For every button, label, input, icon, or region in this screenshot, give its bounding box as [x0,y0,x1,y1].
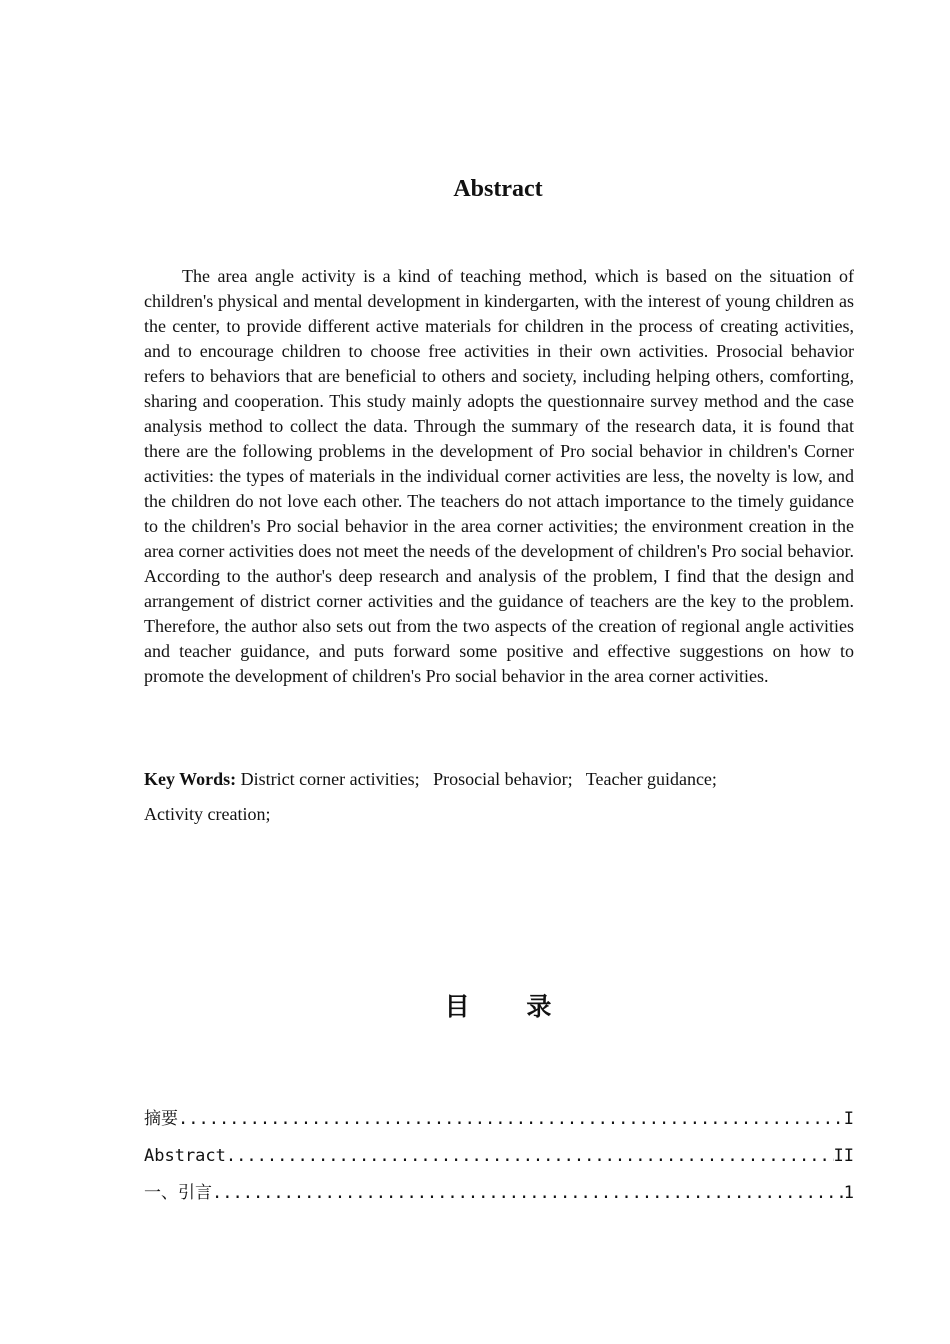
toc-entry[interactable] [144,1105,854,1142]
toc-entry[interactable] [144,1179,854,1216]
toc-title: 目 录 [444,992,576,1021]
toc-entry-label: 摘要 [144,1109,178,1129]
toc-entry-page: I [843,1109,854,1129]
toc-entry-page: II [833,1146,854,1166]
toc-entry-label: Abstract [144,1146,226,1166]
toc-list [144,1105,854,1216]
toc-dot-leader [226,1142,834,1170]
keywords-label: Key Words: [144,769,237,789]
abstract-title: Abstract [453,176,543,202]
toc-dot-leader [212,1179,844,1207]
keyword-item: Prosocial behavior; [433,769,573,789]
keywords [144,762,854,832]
keyword-item: District corner activities; [240,769,420,789]
keyword-item: Teacher guidance; [585,769,717,789]
abstract-body: The area angle activity is a kind of teaching method, which is based on the situation of children's physical and mental development in kindergarten, with the interest of young children as the center, to provide different active materials for children in the process of creating activities, and to encourage children to choose free activities in their own activities. Prosocial behavior refers to behaviors that are beneficial to others and society, including helping others, comforting, sharing and cooperation. This study mainly adopts the questionnaire survey method and the case analysis method to collect the data. Through the summary of the research data, it is found that there are the following problems in the development of Pro social behavior in children's Corner activities: the types of materials in the individual corner activities are less, the novelty is low, and the children do not love each other. The teachers do not attach importance to the timely guidance to the children's Pro social behavior in the area corner activities; the environment creation in the area corner activities does not meet the needs of the development of children's Pro social behavior. According to the author's deep research and analysis of the problem, I find that the design and arrangement of district corner activities and the guidance of teachers are the key to the problem. Therefore, the author also sets out from the two aspects of the creation of regional angle activities and teacher guidance, and puts forward some positive and effective suggestions on how to promote the development of children's Pro social behavior in the area corner activities. [144,266,854,686]
toc-entry[interactable] [144,1142,854,1179]
keyword-item: Activity creation; [144,804,271,824]
toc-dot-leader [178,1105,844,1133]
toc-entry-page: 1 [843,1183,854,1203]
toc-entry-label: 一、引言 [144,1183,212,1203]
